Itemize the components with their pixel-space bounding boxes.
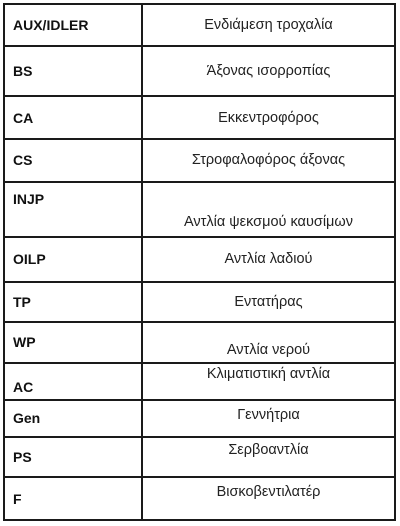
table-row [4, 322, 395, 363]
abbreviation-cell: INJP [4, 182, 142, 237]
abbreviation-cell: AC [4, 363, 142, 401]
description-cell: Γεννήτρια [142, 400, 395, 437]
table-row [4, 4, 395, 46]
table-row [4, 477, 395, 520]
table-row [4, 363, 395, 401]
table-row [4, 400, 395, 437]
table-row [4, 237, 395, 283]
table-row [4, 139, 395, 182]
description-cell: Στροφαλοφόρος άξονας [142, 139, 395, 182]
abbreviation-cell: AUX/IDLER [4, 4, 142, 46]
abbreviation-cell: OILP [4, 237, 142, 283]
description-cell: Αντλία λαδιού [142, 237, 395, 283]
abbreviation-cell: BS [4, 46, 142, 97]
description-cell: Κλιματιστική αντλία [142, 363, 395, 401]
abbreviation-cell: TP [4, 282, 142, 322]
description-cell: Ενδιάμεση τροχαλία [142, 4, 395, 46]
abbreviation-cell: WP [4, 322, 142, 363]
abbreviation-table-container [3, 3, 396, 521]
table-row [4, 182, 395, 237]
abbreviation-cell: PS [4, 437, 142, 478]
description-cell: Άξονας ισορροπίας [142, 46, 395, 97]
description-cell: Αντλία νερού [142, 322, 395, 363]
description-cell: Σερβοαντλία [142, 437, 395, 478]
table-row [4, 282, 395, 322]
abbreviation-cell: CS [4, 139, 142, 182]
table-row [4, 46, 395, 97]
description-cell: Βισκοβεντιλατέρ [142, 477, 395, 520]
abbreviation-table [3, 3, 396, 521]
abbreviation-cell: CA [4, 96, 142, 139]
abbreviation-cell: Gen [4, 400, 142, 437]
table-row [4, 96, 395, 139]
description-cell: Εντατήρας [142, 282, 395, 322]
abbreviation-cell: F [4, 477, 142, 520]
description-cell: Εκκεντροφόρος [142, 96, 395, 139]
table-row [4, 437, 395, 478]
description-cell: Αντλία ψεκσμού καυσίμων [142, 182, 395, 237]
